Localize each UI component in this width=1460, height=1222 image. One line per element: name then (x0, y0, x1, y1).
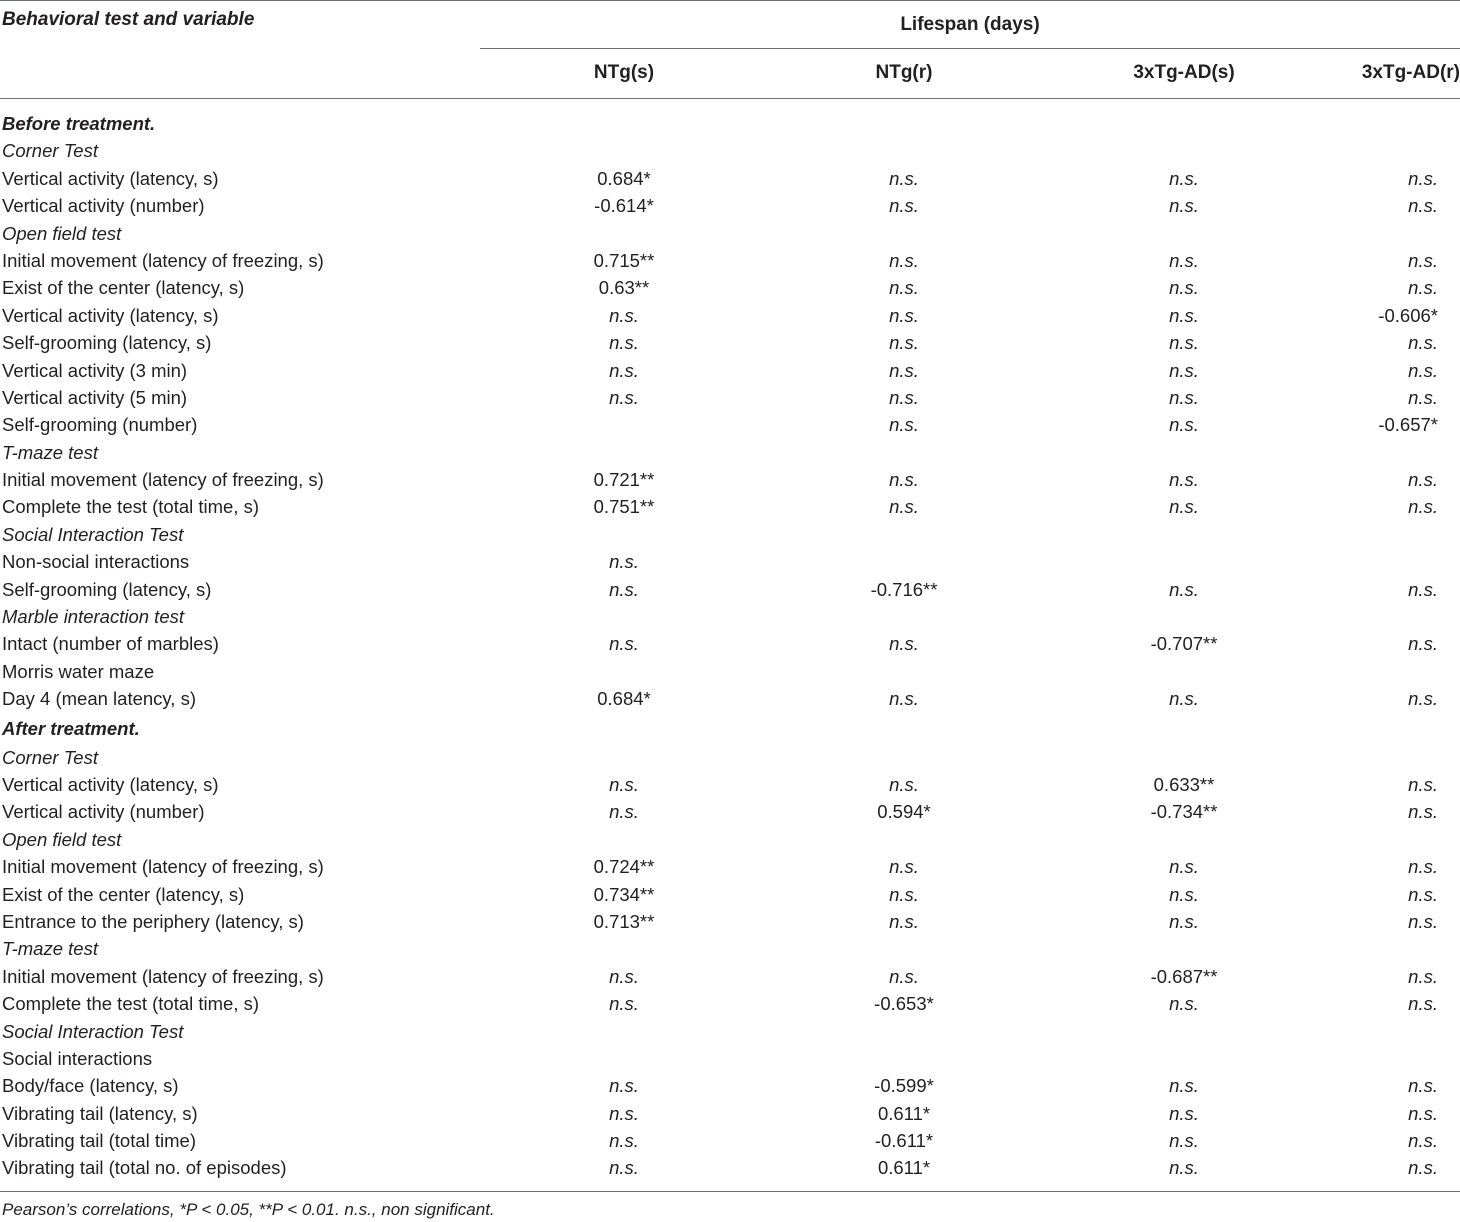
table-cell: n.s. (609, 633, 639, 655)
table-cell: n.s. (1408, 195, 1438, 217)
section-label: Before treatment. (2, 113, 156, 134)
section-header-row (0, 110, 1460, 137)
table-cell: n.s. (609, 359, 639, 381)
bottom-rule (0, 1191, 1460, 1192)
variable-label: Social interactions (2, 1047, 153, 1069)
section-header-row (0, 713, 1460, 744)
table-footnote: Pearson’s correlations, *P < 0.05, **P < 0.01. n.s., non significant. (2, 1200, 495, 1219)
table-cell: n.s. (1408, 688, 1438, 710)
table-cell: 0.594* (877, 801, 931, 823)
table-row (0, 302, 1460, 329)
table-row (0, 685, 1460, 712)
table-cell: 0.684* (597, 167, 651, 189)
table-row (0, 466, 1460, 493)
table-cell: n.s. (889, 496, 919, 518)
test-label: Open field test (2, 222, 122, 244)
table-cell: n.s. (609, 1102, 639, 1124)
table-cell: n.s. (889, 277, 919, 299)
table-cell: 0.721** (593, 469, 655, 491)
variable-label: Initial movement (latency of freezing, s) (2, 856, 324, 878)
subsection-row (0, 826, 1460, 853)
variable-label: Intact (number of marbles) (2, 633, 219, 655)
table-cell: n.s. (889, 167, 919, 189)
table-cell: n.s. (889, 910, 919, 932)
table-cell: n.s. (1408, 1130, 1438, 1152)
variable-label: Exist of the center (latency, s) (2, 277, 245, 299)
variable-label: Vertical activity (number) (2, 195, 205, 217)
table-row (0, 630, 1460, 657)
table-cell: n.s. (889, 249, 919, 271)
table-cell: n.s. (1169, 249, 1199, 271)
table-cell: n.s. (1408, 1157, 1438, 1179)
table-cell: 0.63** (598, 277, 650, 299)
table-cell: n.s. (889, 386, 919, 408)
table-cell: n.s. (1408, 801, 1438, 823)
table-row (0, 658, 1460, 685)
variable-label: Vertical activity (latency, s) (2, 167, 219, 189)
subsection-row (0, 744, 1460, 771)
table-cell: n.s. (889, 469, 919, 491)
table-cell: n.s. (1408, 469, 1438, 491)
table-row (0, 548, 1460, 575)
variable-label: Body/face (latency, s) (2, 1075, 179, 1097)
column-header-ntg-r: NTg(r) (875, 62, 933, 83)
table-cell: n.s. (889, 304, 919, 326)
table-cell: -0.734** (1150, 801, 1218, 823)
subsection-row (0, 137, 1460, 164)
table-row (0, 247, 1460, 274)
table-cell: n.s. (889, 414, 919, 436)
table-cell: n.s. (609, 773, 639, 795)
table-row (0, 576, 1460, 603)
variable-label: Self-grooming (number) (2, 414, 198, 436)
table-cell: n.s. (1408, 332, 1438, 354)
variable-label: Vibrating tail (latency, s) (2, 1102, 198, 1124)
test-label: T-maze test (2, 938, 98, 960)
table-cell: -0.653* (874, 993, 934, 1015)
table-cell: n.s. (889, 195, 919, 217)
table-cell: n.s. (1169, 304, 1199, 326)
variable-label: Complete the test (total time, s) (2, 496, 260, 518)
table-row (0, 1072, 1460, 1099)
table-row (0, 963, 1460, 990)
table-cell: n.s. (1169, 469, 1199, 491)
table-cell: n.s. (609, 332, 639, 354)
variable-label: Entrance to the periphery (latency, s) (2, 910, 304, 932)
table-row (0, 274, 1460, 301)
column-header-3xtg-ad-s: 3xTg-AD(s) (1133, 62, 1235, 83)
variable-label: Self-grooming (latency, s) (2, 332, 212, 354)
table-row (0, 1045, 1460, 1072)
table-cell: n.s. (1169, 277, 1199, 299)
table-cell: n.s. (1169, 1075, 1199, 1097)
table-cell: n.s. (889, 883, 919, 905)
table-cell: 0.713** (593, 910, 655, 932)
table-cell: n.s. (1169, 386, 1199, 408)
variable-label: Initial movement (latency of freezing, s) (2, 249, 324, 271)
row-header-label: Behavioral test and variable (2, 9, 255, 30)
test-label: Marble interaction test (2, 606, 185, 628)
table-cell: 0.734** (593, 883, 655, 905)
header-bottom-rule (0, 98, 1460, 99)
table-cell: n.s. (609, 1130, 639, 1152)
table-cell: n.s. (609, 551, 639, 573)
table-row (0, 908, 1460, 935)
section-label: After treatment. (2, 717, 140, 739)
variable-label: Vertical activity (number) (2, 801, 205, 823)
spanning-header: Lifespan (days) (900, 14, 1040, 35)
table-cell: n.s. (1408, 1075, 1438, 1097)
table-cell: n.s. (1169, 883, 1199, 905)
table-cell: n.s. (1169, 856, 1199, 878)
variable-label: Vibrating tail (total time) (2, 1130, 196, 1152)
test-label: Social Interaction Test (2, 1020, 184, 1042)
variable-label: Vertical activity (latency, s) (2, 304, 219, 326)
table-cell: n.s. (889, 856, 919, 878)
table-cell: n.s. (889, 332, 919, 354)
table-row (0, 1154, 1460, 1181)
variable-label: Day 4 (mean latency, s) (2, 688, 196, 710)
variable-label: Self-grooming (latency, s) (2, 578, 212, 600)
spanning-header-rule (480, 48, 1460, 49)
table-row (0, 411, 1460, 438)
subsection-row (0, 1018, 1460, 1045)
table-row (0, 1127, 1460, 1154)
table-cell: n.s. (889, 359, 919, 381)
table-cell: n.s. (1169, 1157, 1199, 1179)
table-cell: n.s. (1169, 167, 1199, 189)
table-row (0, 384, 1460, 411)
test-label: Corner Test (2, 140, 98, 162)
table-cell: n.s. (889, 773, 919, 795)
test-label: T-maze test (2, 441, 98, 463)
test-label: Open field test (2, 828, 122, 850)
table-cell: n.s. (1408, 965, 1438, 987)
table-cell: n.s. (1169, 332, 1199, 354)
variable-label: Exist of the center (latency, s) (2, 883, 245, 905)
table-row (0, 329, 1460, 356)
table-cell: n.s. (1408, 249, 1438, 271)
table-cell: -0.707** (1150, 633, 1218, 655)
table-cell: 0.751** (593, 496, 655, 518)
table-cell: -0.716** (870, 578, 938, 600)
subsection-row (0, 521, 1460, 548)
table-cell: 0.633** (1153, 773, 1215, 795)
variable-label: Vibrating tail (total no. of episodes) (2, 1157, 287, 1179)
table-cell: n.s. (1169, 1102, 1199, 1124)
table-cell: n.s. (1169, 496, 1199, 518)
table-cell: n.s. (609, 1157, 639, 1179)
table-cell: n.s. (889, 633, 919, 655)
table-row (0, 990, 1460, 1017)
table-cell: n.s. (1169, 688, 1199, 710)
table-cell: n.s. (1408, 883, 1438, 905)
table-cell: n.s. (1169, 195, 1199, 217)
table-cell: n.s. (1169, 910, 1199, 932)
table-cell: n.s. (1408, 773, 1438, 795)
variable-label: Vertical activity (5 min) (2, 386, 188, 408)
table-row (0, 357, 1460, 384)
variable-label: Initial movement (latency of freezing, s) (2, 469, 324, 491)
table-cell: -0.657* (1378, 414, 1438, 436)
variable-label: Vertical activity (3 min) (2, 359, 188, 381)
variable-label: Non-social interactions (2, 551, 190, 573)
table-cell: n.s. (889, 965, 919, 987)
table-cell: 0.684* (597, 688, 651, 710)
table-cell: -0.599* (874, 1075, 934, 1097)
table-cell: n.s. (1408, 496, 1438, 518)
test-label: Corner Test (2, 746, 98, 768)
table-cell: 0.611* (877, 1157, 931, 1179)
table-cell: n.s. (1408, 1102, 1438, 1124)
table-cell: n.s. (1408, 633, 1438, 655)
table-cell: n.s. (609, 304, 639, 326)
variable-label: Morris water maze (2, 660, 155, 682)
table-cell: n.s. (1408, 856, 1438, 878)
table-cell: -0.611* (874, 1130, 934, 1152)
table-row (0, 881, 1460, 908)
table-cell: n.s. (1408, 910, 1438, 932)
table-cell: n.s. (609, 386, 639, 408)
table-cell: n.s. (1169, 359, 1199, 381)
table-cell: n.s. (1408, 386, 1438, 408)
variable-label: Initial movement (latency of freezing, s) (2, 965, 324, 987)
table-cell: n.s. (1169, 414, 1199, 436)
table-cell: -0.687** (1150, 965, 1218, 987)
table-body (0, 110, 1460, 1182)
table-cell: n.s. (609, 578, 639, 600)
table-cell: n.s. (609, 993, 639, 1015)
column-header-3xtg-ad-r: 3xTg-AD(r) (1361, 62, 1460, 83)
table-cell: n.s. (1169, 1130, 1199, 1152)
subsection-row (0, 220, 1460, 247)
table-cell: n.s. (1169, 578, 1199, 600)
table-row (0, 493, 1460, 520)
subsection-row (0, 935, 1460, 962)
table-row (0, 192, 1460, 219)
variable-label: Vertical activity (latency, s) (2, 773, 219, 795)
table-row (0, 1100, 1460, 1127)
table-cell: -0.614* (594, 195, 654, 217)
table-row (0, 165, 1460, 192)
table-cell: n.s. (1169, 993, 1199, 1015)
table-cell: 0.611* (877, 1102, 931, 1124)
table-cell: n.s. (609, 801, 639, 823)
subsection-row (0, 603, 1460, 630)
table-cell: n.s. (1408, 578, 1438, 600)
table-cell: n.s. (889, 688, 919, 710)
table-cell: n.s. (609, 965, 639, 987)
table-row (0, 798, 1460, 825)
subsection-row (0, 439, 1460, 466)
table-cell: n.s. (1408, 993, 1438, 1015)
variable-label: Complete the test (total time, s) (2, 993, 260, 1015)
column-header-ntg-s: NTg(s) (593, 62, 655, 83)
test-label: Social Interaction Test (2, 523, 184, 545)
table-cell: n.s. (1408, 359, 1438, 381)
table-cell: n.s. (609, 1075, 639, 1097)
table-cell: n.s. (1408, 167, 1438, 189)
table-cell: 0.715** (593, 249, 655, 271)
table-row (0, 853, 1460, 880)
table-row (0, 771, 1460, 798)
top-rule (0, 0, 1460, 1)
table-cell: n.s. (1408, 277, 1438, 299)
table-cell: 0.724** (593, 856, 655, 878)
table-cell: -0.606* (1378, 304, 1438, 326)
